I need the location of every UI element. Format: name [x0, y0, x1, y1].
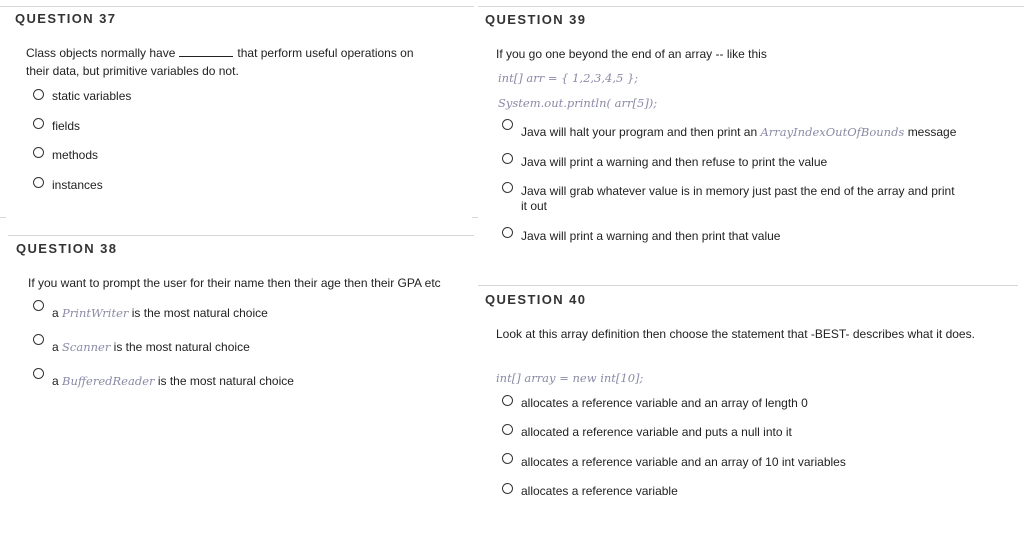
radio-q40-option-4[interactable] — [502, 483, 513, 494]
q38-option-2-label[interactable] — [52, 340, 250, 354]
question-38-title: QUESTION 38 — [16, 241, 118, 256]
divider-top-left — [0, 6, 474, 7]
question-37-title: QUESTION 37 — [15, 11, 117, 26]
divider-top-right — [478, 6, 1024, 7]
q38-option-1-post: is the most natural choice — [131, 306, 268, 320]
prompt-part-b: that perform useful operations on — [237, 46, 414, 60]
question-40-title: QUESTION 40 — [485, 292, 587, 307]
q40-option-4-label[interactable]: allocates a reference variable — [521, 484, 678, 498]
q40-option-1-label[interactable]: allocates a reference variable and an array of length 0 — [521, 396, 808, 410]
q39-option-1-label[interactable] — [521, 125, 956, 139]
question-39-title: QUESTION 39 — [485, 12, 587, 27]
q40-option-3-label[interactable]: allocates a reference variable and an array of 10 int variables — [521, 455, 846, 469]
question-39-code-line-2: System.out.println( arr[5]); — [498, 96, 658, 110]
question-39-prompt: If you go one beyond the end of an array -- like this — [496, 47, 767, 61]
q40-option-2-label[interactable]: allocated a reference variable and puts a null into it — [521, 425, 792, 439]
radio-q40-option-3[interactable] — [502, 453, 513, 464]
q38-option-1-pre: a — [52, 306, 59, 320]
q39-option-1-code: ArrayIndexOutOfBounds — [760, 125, 905, 139]
radio-q39-option-4[interactable] — [502, 227, 513, 238]
question-38-prompt: If you want to prompt the user for their name then their age then their GPA etc — [28, 276, 441, 290]
q39-option-3-line-1: Java will grab whatever value is in memory just past the end of the array and print — [521, 184, 955, 198]
q38-option-2-pre: a — [52, 340, 59, 354]
divider-q38 — [8, 235, 474, 236]
prompt-part-a: Class objects normally have — [26, 46, 176, 60]
radio-q40-option-2[interactable] — [502, 424, 513, 435]
radio-q38-option-2[interactable] — [33, 334, 44, 345]
radio-q37-option-4[interactable] — [33, 177, 44, 188]
q37-option-4-label[interactable]: instances — [52, 178, 103, 192]
q39-option-4-label[interactable]: Java will print a warning and then print that value — [521, 229, 781, 243]
question-40-prompt: Look at this array definition then choose the statement that -BEST- describes what it does. — [496, 327, 975, 341]
q39-option-2-label[interactable]: Java will print a warning and then refuse to print the value — [521, 155, 828, 169]
radio-q37-option-1[interactable] — [33, 89, 44, 100]
q38-option-3-post: is the most natural choice — [157, 374, 294, 388]
q37-option-3-label[interactable]: methods — [52, 148, 99, 162]
radio-q37-option-3[interactable] — [33, 147, 44, 158]
radio-q39-option-1[interactable] — [502, 119, 513, 130]
q38-option-3-label[interactable] — [52, 374, 294, 388]
radio-q39-option-2[interactable] — [502, 153, 513, 164]
divider-tick-left — [0, 217, 6, 218]
q37-option-2-label[interactable]: fields — [52, 119, 81, 133]
divider-q40 — [478, 285, 1018, 286]
q39-option-1-pre: Java will halt your program and then print an — [521, 125, 758, 139]
q39-option-1-post: message — [907, 125, 957, 139]
q37-option-1-label[interactable]: static variables — [52, 89, 132, 103]
q38-option-3-pre: a — [52, 374, 59, 388]
question-39-code-line-1: int[] arr = { 1,2,3,4,5 }; — [498, 71, 639, 85]
q38-option-2-code: Scanner — [62, 340, 111, 354]
question-37-prompt — [26, 44, 466, 80]
divider-tick-mid — [472, 217, 478, 218]
radio-q37-option-2[interactable] — [33, 118, 44, 129]
q39-option-3-label[interactable] — [521, 184, 955, 214]
q38-option-2-post: is the most natural choice — [113, 340, 250, 354]
radio-q38-option-1[interactable] — [33, 300, 44, 311]
q38-option-1-code: PrintWriter — [62, 306, 129, 320]
question-40-code: int[] array = new int[10]; — [496, 371, 644, 385]
prompt-part-c: their data, but primitive variables do not. — [26, 64, 239, 78]
q38-option-3-code: BufferedReader — [62, 374, 155, 388]
radio-q39-option-3[interactable] — [502, 182, 513, 193]
q38-option-1-label[interactable] — [52, 306, 268, 320]
q39-option-3-line-2: it out — [521, 199, 548, 213]
radio-q38-option-3[interactable] — [33, 368, 44, 379]
radio-q40-option-1[interactable] — [502, 395, 513, 406]
fill-in-blank — [179, 45, 233, 57]
